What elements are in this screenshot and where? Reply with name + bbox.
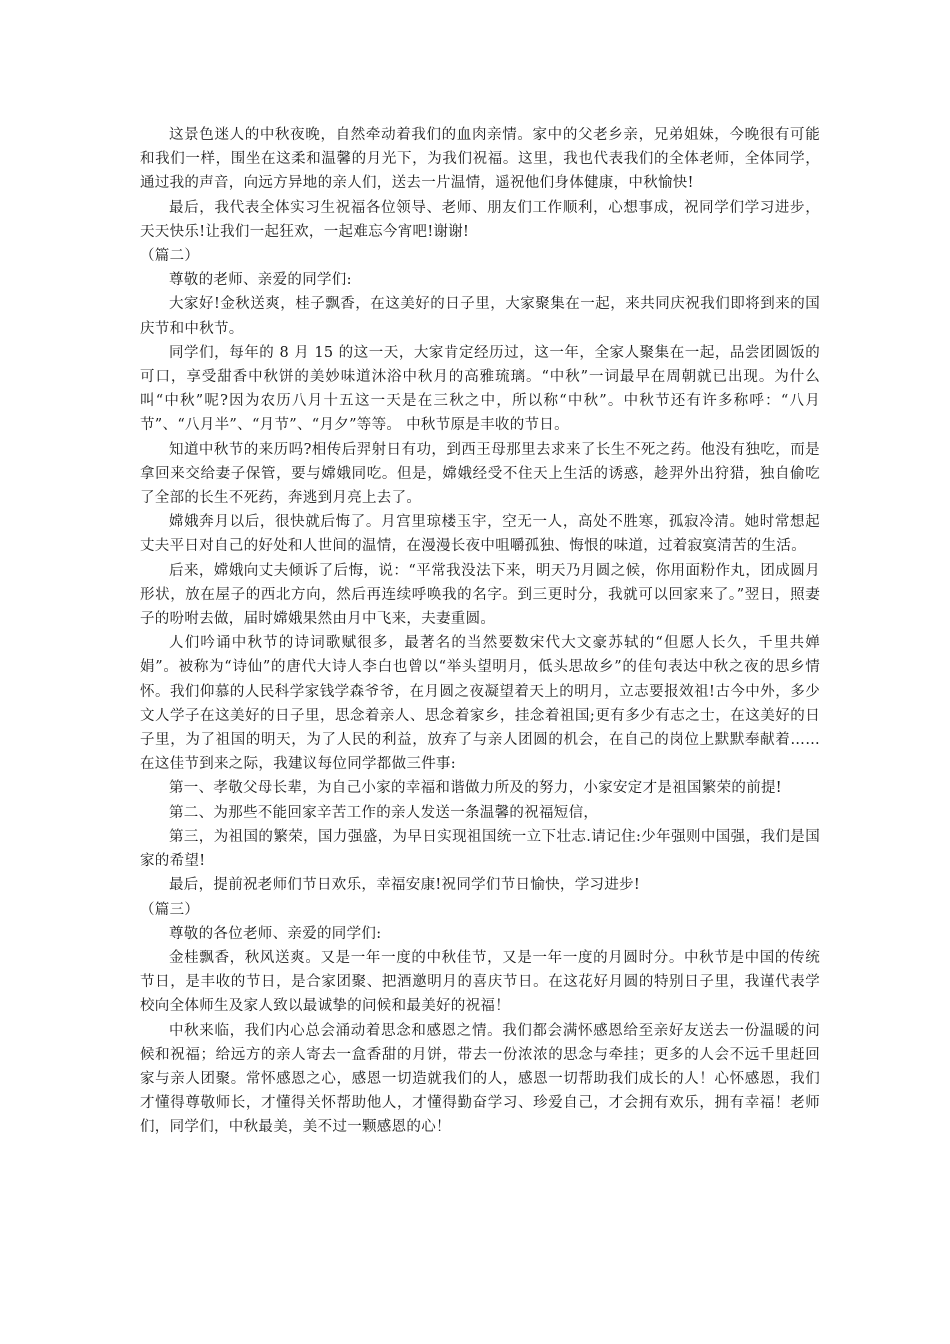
paragraph: 后来，嫦娥向丈夫倾诉了后悔，说：“平常我没法下来，明天乃月圆之候，你用面粉作丸，团成圆月形状，放在屋子的西北方向，然后再连续呼唤我的名字。到三更时分，我就可以回家来了。”翌日，照妻子的吩咐去做，届时嫦娥果然由月中飞来，夫妻重圆。 bbox=[140, 562, 820, 628]
paragraph: 人们吟诵中秋节的诗词歌赋很多，最著名的当然要数宋代大文豪苏轼的“但愿人长久，千里共婵娟”。被称为“诗仙”的唐代大诗人李白也曾以“举头望明月，低头思故乡”的佳句表达中秋之夜的思乡情怀。我们仰慕的人民科学家钱学森爷爷，在月圆之夜凝望着天上的明月，立志要报效祖!古今中外，多少文人学子在这美好的日子里，思念着亲人、思念着家乡，挂念着祖国;更有多少有志之士，在这美好的日子里，为了祖国的明天，为了人民的利益，放弃了与亲人团圆的机会，在自己的岗位上默默奉献着…… 在这佳节到来之际，我建议每位同学都做三件事: bbox=[140, 635, 820, 773]
document-page bbox=[140, 123, 820, 1140]
list-item: 第三，为祖国的繁荣，国力强盛，为早日实现祖国统一立下壮志.请记住:少年强则中国强，我们是国家的希望! bbox=[140, 828, 820, 870]
section-heading: （篇三） bbox=[140, 901, 200, 918]
list-item: 第二、为那些不能回家辛苦工作的亲人发送一条温馨的祝福短信， bbox=[169, 804, 599, 821]
paragraph: 金桂飘香，秋风送爽。又是一年一度的中秋佳节，又是一年一度的月圆时分。中秋节是中国的传统节日，是丰收的节日，是合家团聚、把酒邀明月的喜庆节日。在这花好月圆的特别日子里，我谨代表学校向全体师生及家人致以最诚挚的问候和最美好的祝福！ bbox=[140, 949, 820, 1015]
paragraph: 中秋来临，我们内心总会涌动着思念和感恩之情。我们都会满怀感恩给至亲好友送去一份温暖的问候和祝福；给远方的亲人寄去一盒香甜的月饼，带去一份浓浓的思念与牵挂；更多的人会不远千里赶回家与亲人团聚。常怀感恩之心，感恩一切造就我们的人，感恩一切帮助我们成长的人！心怀感恩，我们才懂得尊敬师长，才懂得关怀帮助他人，才懂得勤奋学习、珍爱自己，才会拥有欢乐，拥有幸福！老师们，同学们，中秋最美，美不过一颗感恩的心！ bbox=[140, 1022, 820, 1136]
salutation: 尊敬的老师、亲爱的同学们: bbox=[169, 272, 352, 289]
paragraph: 大家好!金秋送爽，桂子飘香，在这美好的日子里，大家聚集在一起，来共同庆祝我们即将到来的国庆节和中秋节。 bbox=[140, 296, 820, 337]
paragraph: 最后，提前祝老师们节日欢乐，幸福安康!祝同学们节日愉快，学习进步! bbox=[169, 877, 641, 894]
paragraph: 同学们，每年的 8 月 15 的这一天，大家肯定经历过，这一年，全家人聚集在一起，品尝团圆饭的可口，享受甜香中秋饼的美妙味道沐浴中秋月的高雅琉璃。“中秋”一词最早在周朝就已出现。为什么叫“中秋”呢?因为农历八月十五这一天是在三秋之中，所以称“中秋”。中秋节还有许多称呼：“八月节”、“八月半”、“月节”、“月夕”等等。 中秋节原是丰收的节日。 bbox=[140, 344, 820, 434]
section-heading: （篇二） bbox=[140, 248, 200, 265]
salutation: 尊敬的各位老师、亲爱的同学们: bbox=[169, 925, 382, 942]
paragraph: 最后，我代表全体实习生祝福各位领导、老师、朋友们工作顺利，心想事成，祝同学们学习进步，天天快乐!让我们一起狂欢，一起难忘今宵吧!谢谢! bbox=[140, 199, 820, 240]
paragraph: 嫦娥奔月以后，很快就后悔了。月宫里琼楼玉宇，空无一人，高处不胜寒，孤寂冷清。她时常想起丈夫平日对自己的好处和人世间的温情，在漫漫长夜中咀嚼孤独、悔恨的味道，过着寂寞清苦的生活。 bbox=[140, 514, 820, 555]
paragraph: 知道中秋节的来历吗?相传后羿射日有功，到西王母那里去求来了长生不死之药。他没有独吃，而是拿回来交给妻子保管，要与嫦娥同吃。但是，嫦娥经受不住天上生活的诱惑，趁羿外出狩猎，独自偷吃了全部的长生不死药，奔逃到月亮上去了。 bbox=[140, 441, 820, 507]
paragraph: 这景色迷人的中秋夜晚，自然牵动着我们的血肉亲情。家中的父老乡亲，兄弟姐妹，今晚很有可能和我们一样，围坐在这柔和温馨的月光下，为我们祝福。这里，我也代表我们的全体老师，全体同学，通过我的声音，向远方异地的亲人们，送去一片温情，遥祝他们身体健康，中秋愉快! bbox=[140, 127, 820, 192]
list-item: 第一、孝敬父母长辈，为自己小家的幸福和谐做力所及的努力，小家安定才是祖国繁荣的前提! bbox=[169, 780, 782, 797]
